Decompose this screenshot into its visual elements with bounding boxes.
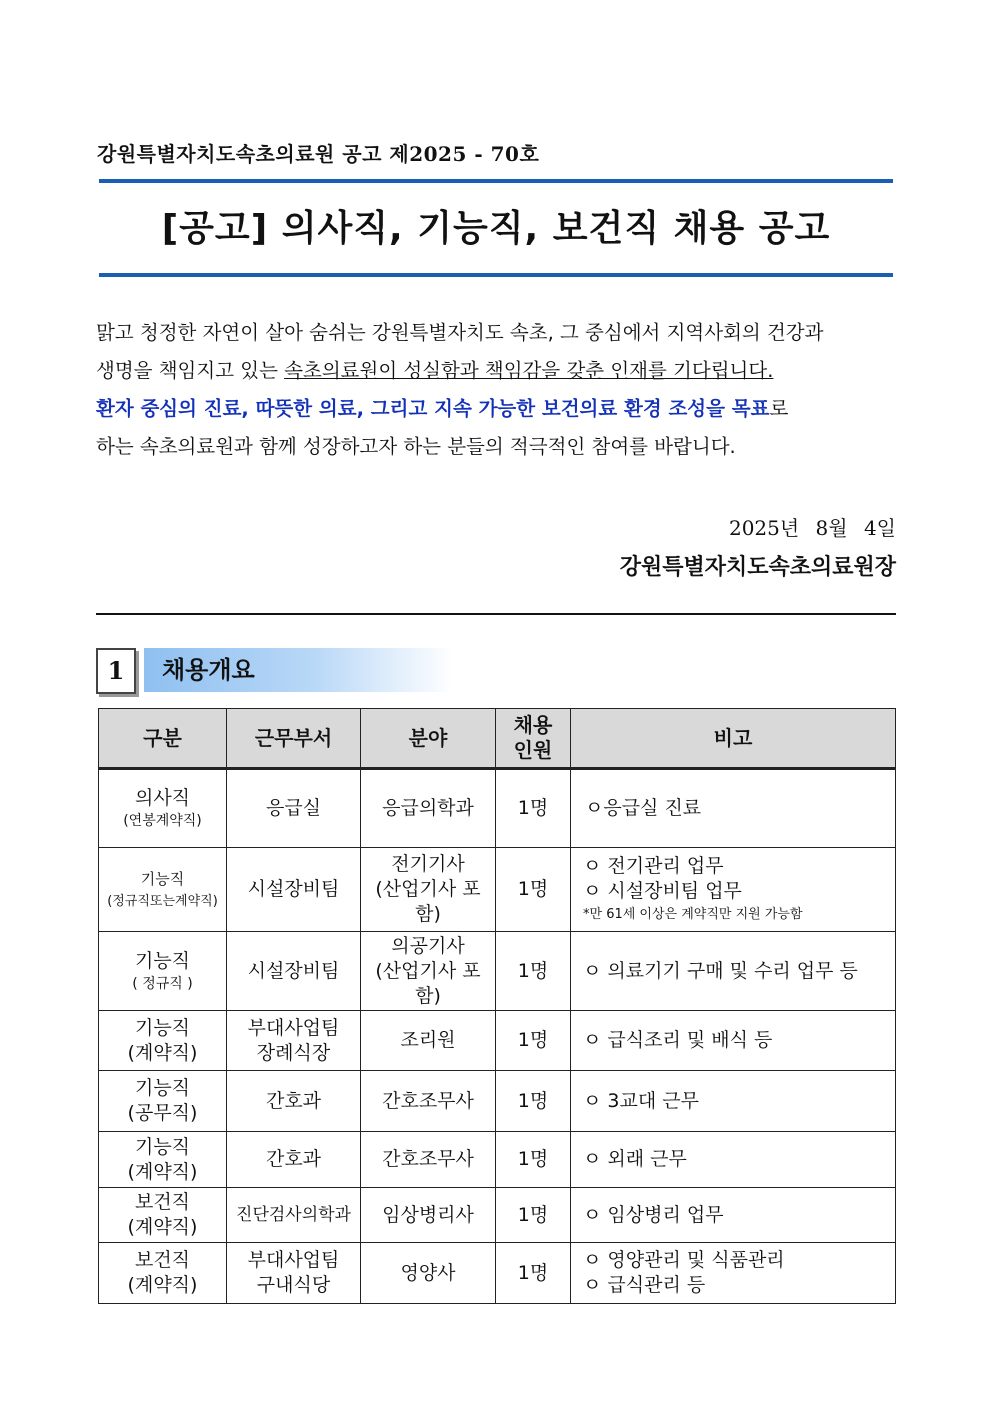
table-row [99, 1011, 896, 1071]
department-label: 부대사업팀 [247, 1249, 340, 1271]
remark-item: ㅇ 전기관리 업무 [583, 854, 724, 877]
title-bottom-rule [99, 273, 893, 277]
intro-paragraph [96, 314, 896, 466]
page-title: [공고] 의사직, 기능직, 보건직 채용 공고 [161, 208, 831, 249]
cell-department: 응급실 [227, 769, 361, 848]
cell-department: 진단검사의학과 [227, 1188, 361, 1243]
table-row [99, 848, 896, 932]
employment-type: (계약직) [127, 1160, 198, 1183]
cell-field: 응급의학과 [361, 769, 496, 848]
category-label: 기능직 [134, 949, 191, 972]
cell-category [99, 1188, 227, 1243]
cell-department [227, 1011, 361, 1071]
employment-type: (연봉계약직) [123, 813, 202, 829]
cell-headcount: 1명 [496, 769, 571, 848]
cell-field: 영양사 [361, 1243, 496, 1304]
cell-remarks [571, 1243, 896, 1304]
category-label: 보건직 [134, 1191, 191, 1213]
cell-headcount: 1명 [496, 848, 571, 932]
title-top-rule [99, 179, 893, 183]
recruitment-table [98, 708, 896, 1304]
cell-remarks [571, 1011, 896, 1071]
table-header-row [99, 709, 896, 769]
cell-field: 조리원 [361, 1011, 496, 1071]
header-headcount [496, 709, 571, 769]
field-label: 전기기사 [391, 853, 465, 875]
cell-remarks [571, 848, 896, 932]
field-label: 의공기사 [391, 934, 465, 957]
remark-item: ㅇ 의료기기 구매 및 수리 업무 등 [583, 959, 858, 982]
cell-category [99, 1071, 227, 1132]
cell-field [361, 932, 496, 1011]
intro-line-2 [96, 352, 896, 390]
cell-headcount: 1명 [496, 1188, 571, 1243]
section-divider [96, 613, 896, 615]
department-label: 부대사업팀 [247, 1016, 340, 1039]
remark-item: ㅇ 임상병리 업무 [583, 1203, 724, 1226]
cell-headcount: 1명 [496, 932, 571, 1011]
intro-line-2-plain: 생명을 책임지고 있는 [96, 359, 285, 382]
section-title: 채용개요 [144, 648, 454, 692]
cell-category [99, 848, 227, 932]
department-sub: 구내식당 [256, 1274, 331, 1296]
cell-field: 간호조무사 [361, 1132, 496, 1188]
notice-date: 2025년 8월 4일 [728, 516, 896, 540]
header-field: 분야 [361, 709, 496, 769]
cell-headcount: 1명 [496, 1071, 571, 1132]
remark-item: ㅇ 3교대 근무 [583, 1089, 699, 1112]
table-row [99, 1132, 896, 1188]
header-remarks: 비고 [571, 709, 896, 769]
intro-line-4: 하는 속초의료원과 함께 성장하고자 하는 분들의 적극적인 참여를 바랍니다. [96, 435, 736, 458]
table-row [99, 1071, 896, 1132]
cell-remarks [571, 1132, 896, 1188]
category-label: 기능직 [134, 1077, 191, 1099]
cell-department: 시설장비팀 [227, 848, 361, 932]
cell-category [99, 769, 227, 848]
employment-type: (계약직) [127, 1041, 198, 1064]
employment-type: (계약직) [127, 1216, 198, 1238]
header-headcount-line2: 인원 [513, 738, 553, 762]
header-department: 근무부서 [227, 709, 361, 769]
cell-remarks [571, 1071, 896, 1132]
employment-type: (공무직) [127, 1102, 198, 1124]
cell-category [99, 1132, 227, 1188]
cell-category [99, 932, 227, 1011]
table-row [99, 769, 896, 848]
remark-item: ㅇ 시설장비팀 업무 [583, 879, 742, 902]
intro-line-1: 맑고 청정한 자연이 살아 숨쉬는 강원특별자치도 속초, 그 중심에서 지역사회의 건강과 [96, 321, 824, 344]
table-row [99, 1188, 896, 1243]
cell-category [99, 1011, 227, 1071]
cell-field: 간호조무사 [361, 1071, 496, 1132]
remark-item: ㅇ응급실 진료 [585, 797, 702, 819]
notice-number: 강원특별자치도속초의료원 공고 제2025 - 70호 [97, 142, 540, 166]
cell-remarks [571, 1188, 896, 1243]
department-sub: 장례식장 [256, 1041, 331, 1064]
remark-item: ㅇ 영양관리 및 식품관리 [583, 1249, 785, 1271]
table-row [99, 932, 896, 1011]
category-label: 기능직 [140, 870, 185, 888]
cell-headcount: 1명 [496, 1011, 571, 1071]
cell-remarks [571, 769, 896, 848]
section-number: 1 [96, 648, 136, 694]
intro-line-3-tail: 로 [769, 397, 789, 420]
category-label: 보건직 [134, 1249, 191, 1271]
cell-department: 간호과 [227, 1132, 361, 1188]
remark-item: ㅇ 외래 근무 [583, 1148, 687, 1170]
category-label: 기능직 [134, 1135, 191, 1158]
header-headcount-line1: 채용 [513, 713, 553, 737]
employment-type: ( 정규직 ) [132, 975, 193, 992]
employment-type: (계약직) [127, 1274, 198, 1296]
cell-department: 시설장비팀 [227, 932, 361, 1011]
cell-headcount: 1명 [496, 1132, 571, 1188]
intro-emphasis: 환자 중심의 진료, 따뜻한 의료, 그리고 지속 가능한 보건의료 환경 조성을 목표 [96, 397, 770, 420]
table-row [99, 1243, 896, 1304]
remark-item: ㅇ 급식조리 및 배식 등 [583, 1029, 773, 1051]
cell-remarks [571, 932, 896, 1011]
field-sub: (산업기사 포함) [375, 959, 481, 1007]
header-category: 구분 [99, 709, 227, 769]
cell-department [227, 1243, 361, 1304]
category-label: 의사직 [134, 787, 191, 809]
category-label: 기능직 [134, 1016, 191, 1039]
remark-footnote: *만 61세 이상은 계약직만 지원 가능함 [583, 906, 803, 922]
remark-item: ㅇ 급식관리 등 [583, 1274, 706, 1296]
field-sub: (산업기사 포함) [375, 878, 481, 925]
intro-line-2-underlined: 속초의료원이 성실함과 책임감을 갖춘 인재를 기다립니다. [284, 359, 774, 382]
cell-field [361, 848, 496, 932]
cell-department: 간호과 [227, 1071, 361, 1132]
cell-field: 임상병리사 [361, 1188, 496, 1243]
employment-type: (정규직또는계약직) [107, 894, 218, 909]
intro-line-3 [96, 390, 896, 428]
cell-category [99, 1243, 227, 1304]
issuer-name: 강원특별자치도속초의료원장 [619, 555, 896, 580]
cell-headcount: 1명 [496, 1243, 571, 1304]
